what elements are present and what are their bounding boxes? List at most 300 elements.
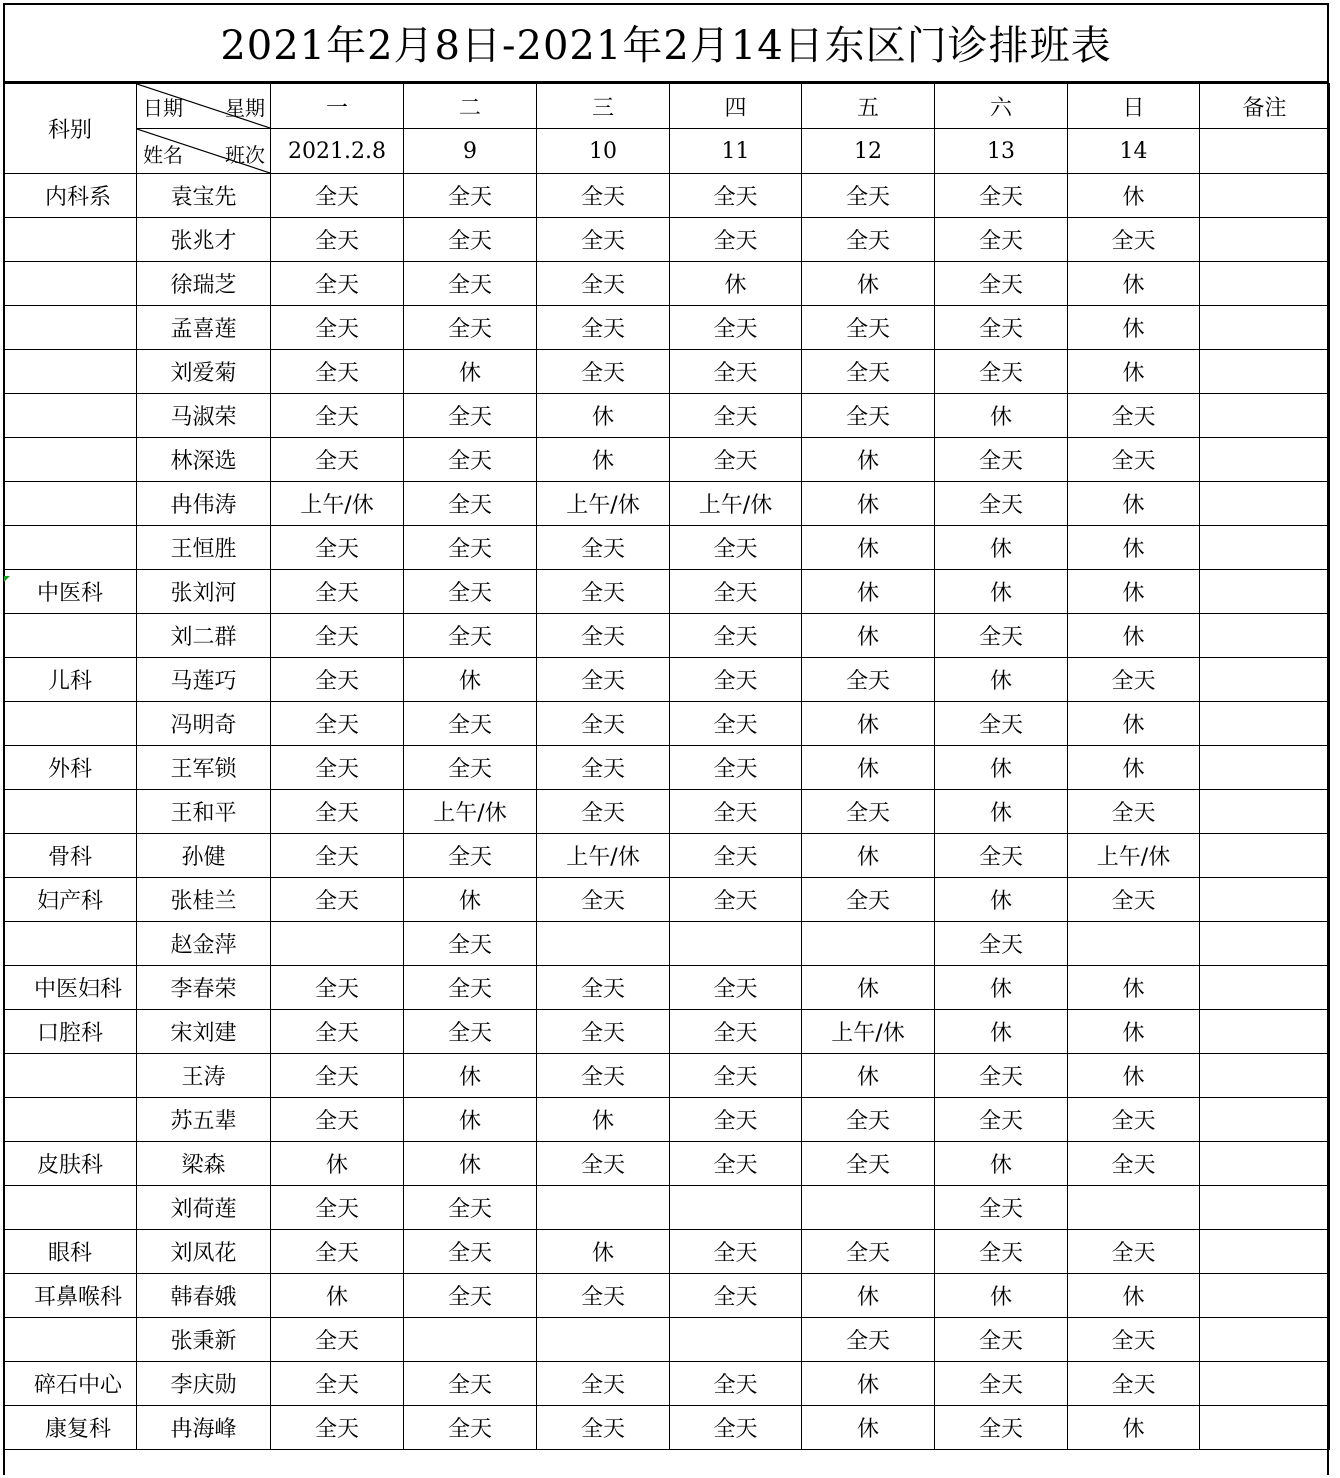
table-row: [4, 658, 1330, 702]
shift-cell: 全天: [271, 1406, 404, 1450]
shift-cell: 全天: [404, 966, 537, 1010]
table-row: [4, 1230, 1330, 1274]
remark-cell: [1200, 394, 1330, 438]
staff-name-cell: 马淑荣: [137, 394, 271, 438]
weekday-header: 二: [404, 84, 537, 129]
shift-cell: 全天: [935, 1362, 1068, 1406]
shift-cell: 全天: [537, 174, 670, 218]
staff-name-cell: 张刘河: [137, 570, 271, 614]
shift-cell: 休: [1068, 306, 1200, 350]
shift-cell: 休: [404, 1098, 537, 1142]
staff-name-cell: 张桂兰: [137, 878, 271, 922]
shift-cell: 全天: [670, 790, 802, 834]
weekday-header: 六: [935, 84, 1068, 129]
shift-cell: 休: [802, 834, 935, 878]
date-header: 11: [670, 129, 802, 174]
shift-cell: 全天: [670, 614, 802, 658]
shift-cell: 全天: [935, 482, 1068, 526]
shift-cell: 全天: [537, 658, 670, 702]
shift-cell: 休: [1068, 702, 1200, 746]
shift-cell: 休: [1068, 1010, 1200, 1054]
shift-cell: 全天: [271, 1054, 404, 1098]
shift-cell: 全天: [670, 834, 802, 878]
shift-cell: 全天: [1068, 1362, 1200, 1406]
remark-cell: [1200, 658, 1330, 702]
dept-cell: [4, 482, 137, 526]
date-header: 2021.2.8: [271, 129, 404, 174]
shift-cell: 全天: [935, 306, 1068, 350]
shift-cell: 休: [935, 570, 1068, 614]
table-row: [4, 1318, 1330, 1362]
remark-cell: [1200, 614, 1330, 658]
shift-cell: 全天: [802, 1142, 935, 1186]
shift-cell: 上午/休: [404, 790, 537, 834]
staff-name-cell: 宋刘建: [137, 1010, 271, 1054]
shift-cell: 休: [802, 262, 935, 306]
shift-cell: 全天: [670, 394, 802, 438]
shift-cell: 全天: [670, 966, 802, 1010]
shift-cell: 休: [537, 438, 670, 482]
shift-cell: 全天: [404, 1010, 537, 1054]
shift-cell: 全天: [935, 438, 1068, 482]
shift-cell: [1068, 922, 1200, 966]
table-row: [4, 1054, 1330, 1098]
shift-cell: [802, 1186, 935, 1230]
remark-cell: [1200, 1054, 1330, 1098]
staff-name-cell: 林深选: [137, 438, 271, 482]
shift-cell: 全天: [271, 790, 404, 834]
shift-cell: 全天: [670, 1010, 802, 1054]
shift-cell: 全天: [935, 1230, 1068, 1274]
dept-cell: 外科: [4, 746, 137, 790]
shift-cell: 休: [802, 482, 935, 526]
shift-cell: 休: [670, 262, 802, 306]
shift-cell: 全天: [802, 878, 935, 922]
table-row: [4, 438, 1330, 482]
shift-cell: 休: [537, 1230, 670, 1274]
dept-cell: 儿科: [4, 658, 137, 702]
staff-name-cell: 冉海峰: [137, 1406, 271, 1450]
shift-cell: 全天: [537, 746, 670, 790]
shift-cell: 全天: [271, 614, 404, 658]
staff-name-cell: 梁森: [137, 1142, 271, 1186]
shift-cell: 休: [404, 658, 537, 702]
shift-cell: 全天: [1068, 394, 1200, 438]
table-row: [4, 262, 1330, 306]
dept-cell: 眼科: [4, 1230, 137, 1274]
shift-cell: 休: [404, 1054, 537, 1098]
dept-cell: 耳鼻喉科: [4, 1274, 137, 1318]
shift-cell: 全天: [670, 1098, 802, 1142]
staff-name-cell: 李春荣: [137, 966, 271, 1010]
table-row: [4, 878, 1330, 922]
shift-cell: 全天: [1068, 878, 1200, 922]
header-row-date: [4, 129, 1330, 174]
shift-cell: 全天: [935, 218, 1068, 262]
shift-cell: 上午/休: [537, 482, 670, 526]
shift-cell: 全天: [1068, 438, 1200, 482]
shift-cell: 全天: [537, 218, 670, 262]
remark-cell: [1200, 1186, 1330, 1230]
shift-cell: 全天: [271, 306, 404, 350]
shift-cell: 全天: [404, 570, 537, 614]
shift-cell: 上午/休: [802, 1010, 935, 1054]
remark-header-blank: [1200, 129, 1330, 174]
shift-cell: 休: [537, 1098, 670, 1142]
remark-cell: [1200, 702, 1330, 746]
shift-cell: 全天: [802, 218, 935, 262]
shift-cell: 全天: [404, 438, 537, 482]
staff-name-cell: 张秉新: [137, 1318, 271, 1362]
staff-name-cell: 孟喜莲: [137, 306, 271, 350]
shift-cell: 全天: [670, 1274, 802, 1318]
shift-cell: 全天: [935, 1406, 1068, 1450]
shift-cell: 全天: [935, 1318, 1068, 1362]
shift-cell: 休: [1068, 1054, 1200, 1098]
diagonal-header-top: [137, 84, 271, 129]
shift-cell: 全天: [271, 570, 404, 614]
dept-cell: [4, 1054, 137, 1098]
shift-cell: 全天: [404, 394, 537, 438]
shift-cell: 全天: [935, 834, 1068, 878]
shift-cell: 全天: [404, 702, 537, 746]
shift-cell: 休: [802, 570, 935, 614]
shift-cell: 全天: [802, 1098, 935, 1142]
shift-cell: 全天: [271, 350, 404, 394]
weekday-header: 四: [670, 84, 802, 129]
shift-cell: 全天: [271, 1010, 404, 1054]
shift-cell: 全天: [935, 262, 1068, 306]
shift-cell: 全天: [537, 306, 670, 350]
remark-cell: [1200, 966, 1330, 1010]
shift-cell: 全天: [404, 306, 537, 350]
shift-cell: 休: [1068, 1406, 1200, 1450]
shift-cell: 全天: [670, 306, 802, 350]
diag-name-label: 姓名: [143, 143, 183, 167]
remark-cell: [1200, 1406, 1330, 1450]
shift-cell: 休: [935, 1142, 1068, 1186]
table-row: [4, 482, 1330, 526]
shift-cell: 休: [802, 746, 935, 790]
shift-cell: 全天: [537, 614, 670, 658]
staff-name-cell: 王和平: [137, 790, 271, 834]
shift-cell: 全天: [271, 174, 404, 218]
diag-weekday-label: 星期: [225, 96, 265, 120]
staff-name-cell: 李庆勋: [137, 1362, 271, 1406]
shift-cell: 休: [1068, 614, 1200, 658]
shift-cell: 全天: [271, 526, 404, 570]
staff-name-cell: 孙健: [137, 834, 271, 878]
page-title: 2021年2月8日-2021年2月14日东区门诊排班表: [3, 3, 1329, 83]
date-header: 10: [537, 129, 670, 174]
shift-cell: 全天: [404, 218, 537, 262]
shift-cell: 全天: [271, 1362, 404, 1406]
remark-cell: [1200, 1098, 1330, 1142]
shift-cell: 上午/休: [537, 834, 670, 878]
diagonal-header-bottom: [137, 129, 271, 174]
shift-cell: 全天: [802, 306, 935, 350]
shift-cell: 全天: [404, 262, 537, 306]
shift-cell: 全天: [404, 482, 537, 526]
table-row: [4, 702, 1330, 746]
shift-cell: 全天: [802, 1230, 935, 1274]
remark-cell: [1200, 438, 1330, 482]
shift-cell: 全天: [271, 394, 404, 438]
shift-cell: 全天: [935, 1186, 1068, 1230]
shift-cell: 全天: [537, 702, 670, 746]
shift-cell: 全天: [404, 1274, 537, 1318]
shift-cell: 休: [1068, 174, 1200, 218]
shift-cell: 全天: [935, 1054, 1068, 1098]
shift-cell: 全天: [404, 1230, 537, 1274]
dept-cell: 中医妇科: [4, 966, 137, 1010]
shift-cell: 全天: [1068, 658, 1200, 702]
staff-name-cell: 徐瑞芝: [137, 262, 271, 306]
staff-name-cell: 刘爱菊: [137, 350, 271, 394]
shift-cell: [670, 1186, 802, 1230]
shift-cell: 全天: [537, 350, 670, 394]
shift-cell: 全天: [935, 350, 1068, 394]
shift-cell: 上午/休: [670, 482, 802, 526]
table-row: [4, 1098, 1330, 1142]
dept-cell: [4, 1318, 137, 1362]
shift-cell: 全天: [1068, 218, 1200, 262]
shift-cell: 全天: [271, 1230, 404, 1274]
remark-cell: [1200, 834, 1330, 878]
dept-cell: [4, 1098, 137, 1142]
shift-cell: 全天: [271, 702, 404, 746]
shift-cell: 全天: [670, 570, 802, 614]
table-row: [4, 966, 1330, 1010]
remark-cell: [1200, 790, 1330, 834]
dept-cell: 骨科: [4, 834, 137, 878]
dept-cell: [4, 790, 137, 834]
shift-cell: 全天: [537, 1274, 670, 1318]
shift-cell: [404, 1318, 537, 1362]
remark-cell: [1200, 1010, 1330, 1054]
staff-name-cell: 刘荷莲: [137, 1186, 271, 1230]
weekday-header: 五: [802, 84, 935, 129]
staff-name-cell: 刘二群: [137, 614, 271, 658]
table-row: [4, 614, 1330, 658]
shift-cell: 休: [935, 966, 1068, 1010]
shift-cell: 全天: [404, 1186, 537, 1230]
shift-cell: 休: [802, 438, 935, 482]
shift-cell: 全天: [537, 1010, 670, 1054]
shift-cell: 休: [802, 1406, 935, 1450]
shift-cell: 休: [404, 878, 537, 922]
shift-cell: 休: [935, 1010, 1068, 1054]
diag-date-label: 日期: [143, 96, 183, 120]
shift-cell: 全天: [404, 746, 537, 790]
shift-cell: 休: [1068, 1274, 1200, 1318]
shift-cell: 全天: [404, 614, 537, 658]
shift-cell: 休: [271, 1274, 404, 1318]
diag-shift-label: 班次: [225, 143, 265, 167]
shift-cell: 全天: [670, 526, 802, 570]
dept-cell: [4, 614, 137, 658]
shift-cell: 休: [935, 658, 1068, 702]
shift-cell: 全天: [537, 878, 670, 922]
dept-cell: [4, 262, 137, 306]
shift-cell: 休: [1068, 746, 1200, 790]
dept-cell: [4, 306, 137, 350]
shift-cell: 全天: [670, 702, 802, 746]
shift-cell: 全天: [802, 790, 935, 834]
shift-cell: 全天: [271, 834, 404, 878]
remark-cell: [1200, 526, 1330, 570]
staff-name-cell: 赵金萍: [137, 922, 271, 966]
date-header: 14: [1068, 129, 1200, 174]
table-row: [4, 350, 1330, 394]
shift-cell: 全天: [271, 438, 404, 482]
shift-cell: 休: [404, 350, 537, 394]
shift-cell: 全天: [935, 922, 1068, 966]
dept-cell: [4, 922, 137, 966]
shift-cell: 全天: [404, 922, 537, 966]
table-row: [4, 306, 1330, 350]
shift-cell: 全天: [404, 834, 537, 878]
staff-name-cell: 冯明奇: [137, 702, 271, 746]
shift-cell: 休: [1068, 570, 1200, 614]
remark-cell: [1200, 1274, 1330, 1318]
remark-cell: [1200, 262, 1330, 306]
weekday-header: 日: [1068, 84, 1200, 129]
shift-cell: 全天: [935, 614, 1068, 658]
shift-cell: 全天: [670, 438, 802, 482]
shift-cell: 全天: [670, 658, 802, 702]
staff-name-cell: 韩春娥: [137, 1274, 271, 1318]
shift-cell: 全天: [537, 1054, 670, 1098]
table-row: [4, 746, 1330, 790]
shift-cell: 全天: [935, 702, 1068, 746]
shift-cell: 全天: [1068, 1230, 1200, 1274]
shift-cell: 全天: [802, 1318, 935, 1362]
staff-name-cell: 马莲巧: [137, 658, 271, 702]
shift-cell: 全天: [670, 174, 802, 218]
shift-cell: 休: [935, 526, 1068, 570]
shift-cell: 全天: [802, 658, 935, 702]
staff-name-cell: 冉伟涛: [137, 482, 271, 526]
table-row: [4, 1274, 1330, 1318]
shift-cell: 全天: [271, 1318, 404, 1362]
shift-cell: 全天: [537, 966, 670, 1010]
table-row: [4, 1142, 1330, 1186]
table-row: [4, 394, 1330, 438]
shift-cell: [670, 1318, 802, 1362]
shift-cell: 全天: [537, 790, 670, 834]
shift-cell: 全天: [935, 174, 1068, 218]
shift-cell: 全天: [271, 746, 404, 790]
shift-cell: 休: [404, 1142, 537, 1186]
table-row: [4, 922, 1330, 966]
remark-cell: [1200, 1230, 1330, 1274]
remark-cell: [1200, 922, 1330, 966]
shift-cell: 全天: [537, 1142, 670, 1186]
dept-cell: [4, 218, 137, 262]
shift-cell: [537, 1318, 670, 1362]
shift-cell: 全天: [670, 878, 802, 922]
date-header: 12: [802, 129, 935, 174]
shift-cell: 全天: [271, 878, 404, 922]
dept-cell: 康复科: [4, 1406, 137, 1450]
shift-cell: [1068, 1186, 1200, 1230]
table-row: [4, 1406, 1330, 1450]
shift-cell: 全天: [271, 1186, 404, 1230]
table-row: [4, 1362, 1330, 1406]
remark-cell: [1200, 1142, 1330, 1186]
table-row: [4, 790, 1330, 834]
dept-header: 科别: [4, 84, 137, 174]
dept-cell: 皮肤科: [4, 1142, 137, 1186]
table-row: [4, 174, 1330, 218]
header-row-weekday: [4, 84, 1330, 129]
shift-cell: 全天: [670, 1362, 802, 1406]
remark-cell: [1200, 306, 1330, 350]
shift-cell: 全天: [404, 174, 537, 218]
shift-cell: 全天: [537, 262, 670, 306]
remark-cell: [1200, 218, 1330, 262]
date-header: 9: [404, 129, 537, 174]
shift-cell: 休: [802, 1274, 935, 1318]
shift-cell: 休: [802, 526, 935, 570]
shift-cell: 全天: [537, 526, 670, 570]
table-row: [4, 218, 1330, 262]
table-row: [4, 526, 1330, 570]
shift-cell: 全天: [404, 1406, 537, 1450]
dept-cell: 妇产科: [4, 878, 137, 922]
shift-cell: [670, 922, 802, 966]
shift-cell: 全天: [404, 1362, 537, 1406]
shift-cell: 全天: [537, 570, 670, 614]
shift-cell: 休: [935, 790, 1068, 834]
shift-cell: 上午/休: [271, 482, 404, 526]
remark-cell: [1200, 482, 1330, 526]
table-row: [4, 834, 1330, 878]
shift-cell: 休: [1068, 482, 1200, 526]
remark-header: 备注: [1200, 84, 1330, 129]
shift-cell: 休: [802, 966, 935, 1010]
shift-cell: 全天: [670, 1230, 802, 1274]
shift-cell: 休: [802, 1362, 935, 1406]
shift-cell: 全天: [1068, 1098, 1200, 1142]
shift-cell: 休: [1068, 350, 1200, 394]
shift-cell: 休: [935, 394, 1068, 438]
shift-cell: 全天: [670, 1054, 802, 1098]
table-row: [4, 1010, 1330, 1054]
table-row: [4, 570, 1330, 614]
shift-cell: 全天: [802, 174, 935, 218]
shift-cell: 休: [537, 394, 670, 438]
shift-cell: 休: [935, 746, 1068, 790]
shift-cell: 休: [1068, 262, 1200, 306]
shift-cell: 休: [802, 702, 935, 746]
shift-cell: [537, 922, 670, 966]
shift-cell: 休: [802, 1054, 935, 1098]
shift-cell: 全天: [271, 218, 404, 262]
shift-cell: 上午/休: [1068, 834, 1200, 878]
staff-name-cell: 王涛: [137, 1054, 271, 1098]
dept-cell: 中医科: [4, 570, 137, 614]
staff-name-cell: 苏五辈: [137, 1098, 271, 1142]
remark-cell: [1200, 570, 1330, 614]
shift-cell: 休: [802, 614, 935, 658]
shift-cell: 全天: [670, 746, 802, 790]
shift-cell: 全天: [802, 350, 935, 394]
table-row: [4, 1186, 1330, 1230]
shift-cell: 全天: [802, 394, 935, 438]
shift-cell: 全天: [271, 658, 404, 702]
